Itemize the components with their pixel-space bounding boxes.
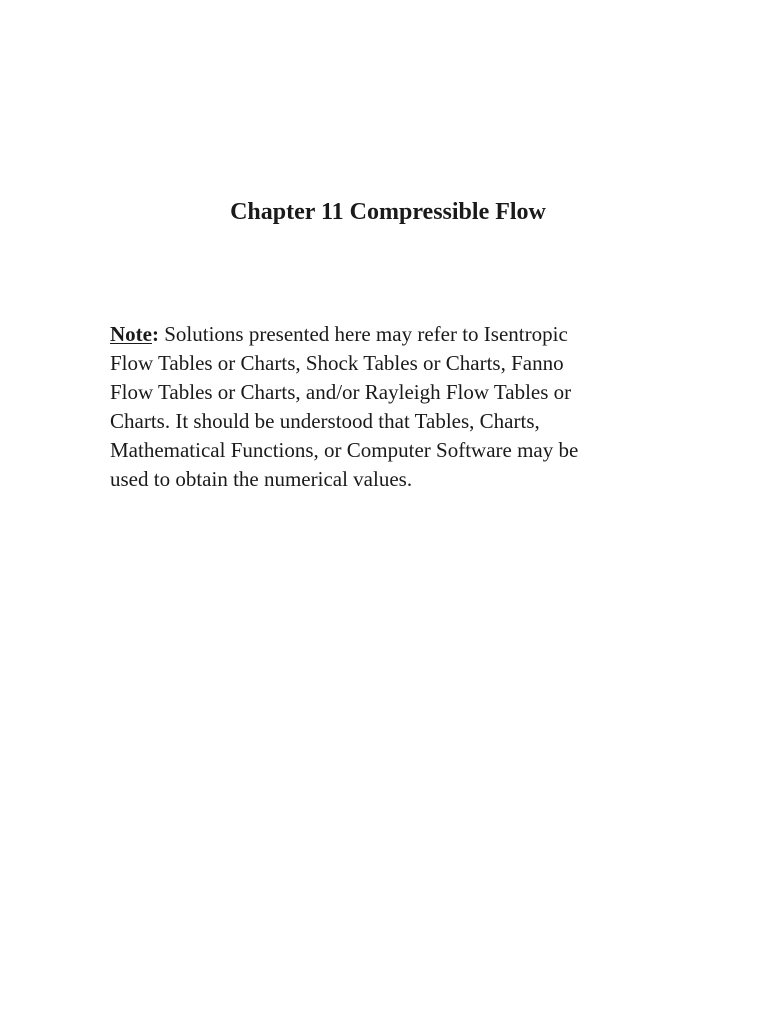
note-text-line-5: Mathematical Functions, or Computer Software may be bbox=[110, 438, 579, 462]
note-line-1 bbox=[110, 320, 680, 349]
note-text-line-2: Flow Tables or Charts, Shock Tables or Charts, Fanno bbox=[110, 351, 564, 375]
note-text-line-3: Flow Tables or Charts, and/or Rayleigh Flow Tables or bbox=[110, 380, 572, 404]
note-text-line-4: Charts. It should be understood that Tables, Charts, bbox=[110, 409, 540, 433]
note-label-colon: : bbox=[151, 322, 159, 346]
note-text-line-6: used to obtain the numerical values. bbox=[110, 467, 413, 491]
note-label bbox=[110, 322, 159, 346]
note-label-word: Note bbox=[110, 322, 152, 346]
chapter-title: Chapter 11 Compressible Flow bbox=[230, 199, 546, 225]
note-paragraph bbox=[110, 320, 680, 494]
note-text-line-1: Solutions presented here may refer to Isentropic bbox=[158, 322, 568, 346]
